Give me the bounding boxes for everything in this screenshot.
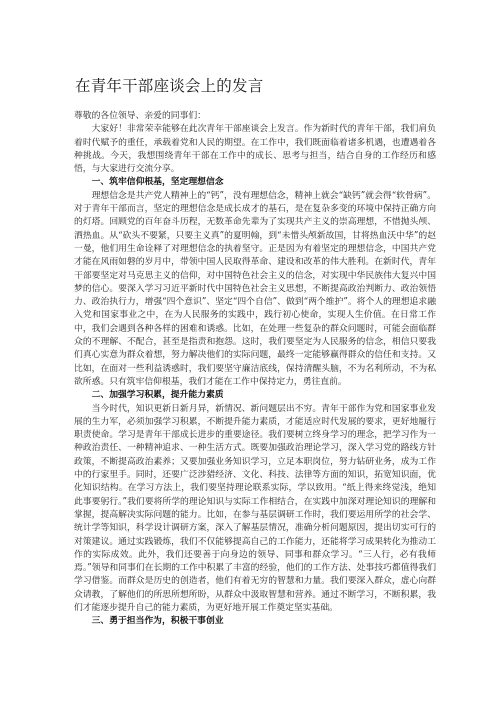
section-1-heading: 一、筑牢信仰根基，坚定理想信念 [91, 177, 224, 188]
document-title: 在青年干部座谈会上的发言 [75, 77, 264, 95]
section-3-heading: 三、勇于担当作为，积极干事创业 [91, 616, 224, 627]
document-body [74, 110, 436, 629]
intro-paragraph: 大家好！非常荣幸能够在此次青年干部座谈会上发言。作为新时代的青年干部，我们肩负着时代赋予的重任，承载着党和人民的期望。在工作中，我们既面临着诸多机遇，也遭遇着各种挑战。今天，我想围绕青年干部在工作中的成长、思考与担当，结合自身的工作经历和感悟，与大家进行交流分享。 [74, 124, 436, 175]
section-2-heading: 二、加强学习积累，提升能力素质 [91, 390, 224, 401]
section-2-paragraph: 当今时代，知识更新日新月异，新情况、新问题层出不穷。青年干部作为党和国家事业发展的生力军，必须加强学习积累，不断提升能力素质，才能适应时代发展的要求，更好地履行职责使命。学习是青年干部成长进步的重要途径。我们要树立终身学习的理念，把学习作为一种政治责任、一种精神追求、一种生活方式。既要加强政治理论学习，深入学习党的路线方针政策，不断提高政治素养；又要加强业务知识学习，立足本职岗位，努力钻研业务，成为工作中的行家里手。同时，还要广泛涉猎经济、文化、科技、法律等方面的知识，拓宽知识面，优化知识结构。在学习方法上，我们要坚持理论联系实际，学以致用。“纸上得来终觉浅，绝知此事要躬行。”我们要将所学的理论知识与实际工作相结合，在实践中加深对理论知识的理解和掌握，提高解决实际问题的能力。比如，在参与基层调研工作时，我们要运用所学的社会学、统计学等知识，科学设计调研方案，深入了解基层情况，准确分析问题原因，提出切实可行的对策建议。通过实践锻炼，我们不仅能够提高自己的工作能力，还能将学习成果转化为推动工作的实际成效。此外，我们还要善于向身边的领导、同事和群众学习。“三人行，必有我师焉。”领导和同事们在长期的工作中积累了丰富的经验，他们的工作方法、处事技巧都值得我们学习借鉴。而群众是历史的创造者，他们有着无穷的智慧和力量。我们要深入群众，虚心向群众请教，了解他们的所思所想所盼，从群众中汲取智慧和营养。通过不断学习，不断积累，我们才能逐步提升自己的能力素质，为更好地开展工作奠定坚实基础。 [74, 403, 436, 613]
section-1-paragraph: 理想信念是共产党人精神上的“钙”，没有理想信念，精神上就会“缺钙”就会得“软骨病”。对于青年干部而言，坚定的理想信念是成长成才的基石，是在复杂多变的环境中保持正确方向的灯塔。回顾党的百年奋斗历程，无数革命先辈为了实现共产主义的崇高理想，不惜抛头颅、洒热血。从“砍头不要紧，只要主义真”的夏明翰，到“未惜头颅新故国，甘将热血沃中华”的赵一曼，他们用生命诠释了对理想信念的执着坚守。正是因为有着坚定的理想信念，中国共产党才能在风雨如磐的岁月中，带领中国人民取得革命、建设和改革的伟大胜利。在新时代，青年干部要坚定对马克思主义的信仰，对中国特色社会主义的信念，对实现中华民族伟大复兴中国梦的信心。要深入学习习近平新时代中国特色社会主义思想，不断提高政治判断力、政治领悟力、政治执行力，增强“四个意识”、坚定“四个自信”、做到“两个维护”。将个人的理想追求融入党和国家事业之中，在为人民服务的实践中，践行初心使命，实现人生价值。在日常工作中，我们会遇到各种各样的困难和诱惑。比如，在处理一些复杂的群众问题时，可能会面临群众的不理解、不配合，甚至是指责和抱怨。这时，我们要坚定为人民服务的信念，相信只要我们真心实意为群众着想，努力解决他们的实际问题，最终一定能够赢得群众的信任和支持。又比如，在面对一些利益诱惑时，我们要坚守廉洁底线，保持清醒头脑，不为名利所动，不为私欲所惑。只有筑牢信仰根基，我们才能在工作中保持定力，勇往直前。 [74, 190, 436, 387]
salutation: 尊敬的各位领导、亲爱的同事们： [74, 111, 206, 121]
